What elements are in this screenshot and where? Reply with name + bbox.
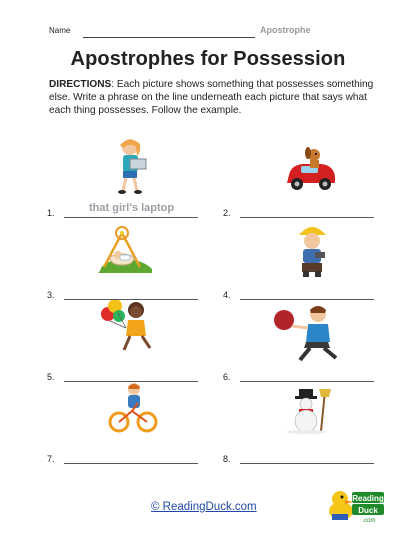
answer-line-2[interactable]	[240, 217, 374, 218]
name-label: Name	[49, 26, 71, 35]
page-title: Apostrophes for Possession	[70, 48, 346, 70]
answer-line-1[interactable]	[64, 217, 198, 218]
girl-with-balloons-icon	[98, 296, 158, 354]
item-number: 6.	[223, 372, 231, 382]
answer-line-5[interactable]	[64, 381, 198, 382]
example-answer: that girl's laptop	[89, 202, 175, 214]
item-number: 2.	[223, 208, 231, 218]
snowman-with-broom-icon	[285, 387, 335, 435]
girl-with-laptop-icon	[110, 135, 154, 195]
item-number: 7.	[47, 454, 55, 464]
directions-text: : Each picture shows something that possesses something else. Write a phrase on the line underneath each picture that says what each thing possesses. Follow the example.	[49, 79, 374, 116]
answer-line-3[interactable]	[64, 299, 198, 300]
item-number: 3.	[47, 290, 55, 300]
svg-text:.com: .com	[362, 518, 376, 524]
boy-with-ball-icon	[270, 302, 348, 364]
item-number: 5.	[47, 372, 55, 382]
name-write-line	[83, 37, 255, 38]
name-row	[49, 22, 379, 42]
dog-in-red-car-icon	[283, 145, 339, 193]
answer-line-6[interactable]	[240, 381, 374, 382]
boy-on-bicycle-icon	[108, 381, 158, 435]
worksheet-topic: Apostrophe	[260, 25, 311, 35]
readingduck-link[interactable]: © ReadingDuck.com	[151, 501, 257, 513]
answer-line-8[interactable]	[240, 463, 374, 464]
readingduck-logo[interactable]	[325, 484, 385, 524]
baby-in-bouncer-icon	[92, 223, 158, 275]
boy-with-hardhat-icon	[292, 221, 334, 279]
svg-text:Duck: Duck	[358, 506, 378, 515]
directions-paragraph	[49, 78, 379, 117]
item-number: 8.	[223, 454, 231, 464]
item-number: 1.	[47, 208, 55, 218]
item-number: 4.	[223, 290, 231, 300]
answer-line-7[interactable]	[64, 463, 198, 464]
answer-line-4[interactable]	[240, 299, 374, 300]
svg-text:Reading: Reading	[352, 494, 384, 503]
directions-label: DIRECTIONS	[49, 79, 112, 90]
